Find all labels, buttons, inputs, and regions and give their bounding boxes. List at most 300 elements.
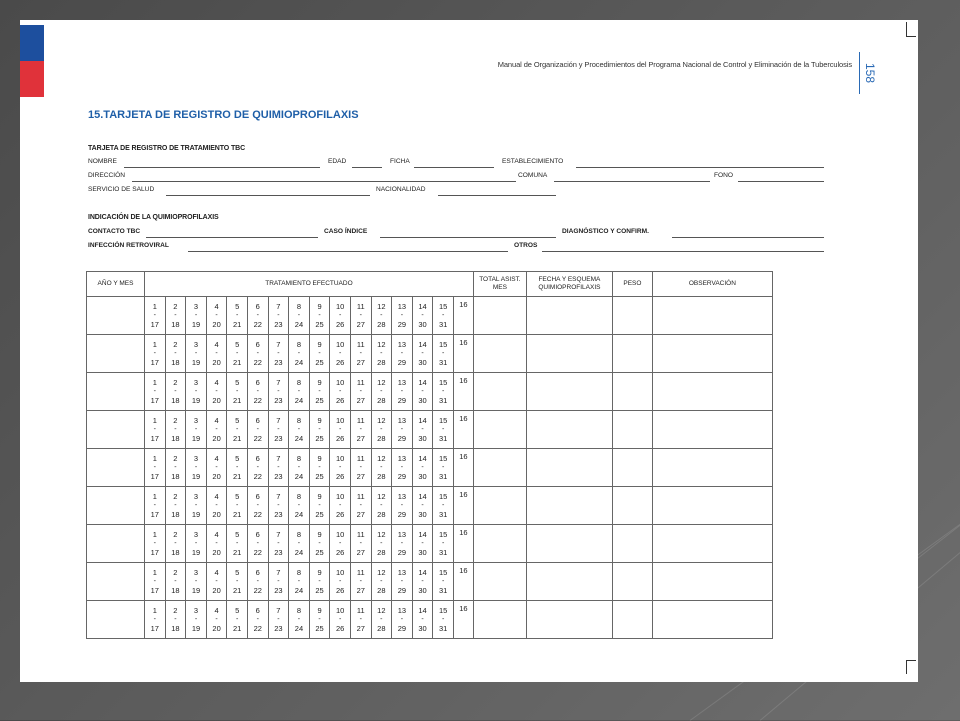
- day-16-cell[interactable]: [453, 373, 473, 411]
- day-16-cell[interactable]: [453, 563, 473, 601]
- day-cell[interactable]: [145, 563, 166, 601]
- day-number: 3: [193, 605, 199, 615]
- day-separator: -: [421, 577, 424, 585]
- fecha-esquema-cell[interactable]: [526, 525, 612, 563]
- table-row: [87, 449, 773, 487]
- day-cell[interactable]: [309, 601, 330, 639]
- day-number: 22: [253, 319, 262, 329]
- day-cell[interactable]: [186, 297, 207, 335]
- day-cell[interactable]: [206, 487, 227, 525]
- fecha-esquema-cell[interactable]: [526, 335, 612, 373]
- day-cell[interactable]: [268, 373, 289, 411]
- day-number: 19: [191, 357, 201, 367]
- day-cell[interactable]: [330, 487, 351, 525]
- fono-field[interactable]: [738, 181, 824, 182]
- day-number: 16: [459, 338, 468, 347]
- day-cell[interactable]: [350, 411, 371, 449]
- day-separator: -: [400, 311, 404, 319]
- day-cell[interactable]: [350, 525, 371, 563]
- day-cell[interactable]: [412, 601, 433, 639]
- day-number: 24: [294, 357, 304, 367]
- peso-cell[interactable]: [612, 487, 652, 525]
- day-number: 21: [233, 623, 242, 633]
- day-cell[interactable]: [433, 601, 454, 639]
- day-cell[interactable]: [206, 373, 227, 411]
- day-number: 15: [438, 453, 448, 463]
- day-cell[interactable]: [247, 487, 268, 525]
- total-cell[interactable]: [473, 563, 526, 601]
- day-cell[interactable]: [412, 563, 433, 601]
- fecha-esquema-cell[interactable]: [526, 297, 612, 335]
- day-cell[interactable]: [206, 297, 227, 335]
- day-cell[interactable]: [289, 297, 310, 335]
- day-cell[interactable]: [247, 563, 268, 601]
- day-number: 10: [335, 453, 345, 463]
- day-separator: -: [153, 387, 156, 395]
- day-separator: -: [421, 463, 424, 471]
- day-cell[interactable]: [371, 449, 392, 487]
- direccion-field[interactable]: [132, 181, 516, 182]
- day-number: 3: [193, 529, 199, 539]
- day-cell[interactable]: [309, 525, 330, 563]
- observacion-cell[interactable]: [652, 525, 772, 563]
- day-number: 25: [315, 585, 324, 595]
- day-cell[interactable]: [206, 563, 227, 601]
- day-cell[interactable]: [350, 335, 371, 373]
- day-number: 22: [253, 585, 262, 595]
- ficha-label: FICHA: [390, 158, 410, 165]
- day-cell[interactable]: [145, 373, 166, 411]
- infeccion-field[interactable]: [188, 251, 508, 252]
- day-number: 18: [171, 357, 180, 367]
- day-cell[interactable]: [145, 335, 166, 373]
- registro-title: TARJETA DE REGISTRO DE TRATAMIENTO TBC: [88, 145, 246, 152]
- fecha-esquema-cell[interactable]: [526, 411, 612, 449]
- day-cell[interactable]: [371, 563, 392, 601]
- day-separator: -: [277, 501, 280, 509]
- day-16-cell[interactable]: [453, 487, 473, 525]
- day-cell[interactable]: [206, 601, 227, 639]
- day-cell[interactable]: [412, 525, 433, 563]
- day-cell[interactable]: [350, 601, 371, 639]
- anio-mes-cell[interactable]: [87, 373, 145, 411]
- table-row: [87, 487, 773, 525]
- day-cell[interactable]: [309, 335, 330, 373]
- day-cell[interactable]: [289, 335, 310, 373]
- day-cell[interactable]: [206, 335, 227, 373]
- observacion-cell[interactable]: [652, 563, 772, 601]
- contacto-field[interactable]: [146, 237, 318, 238]
- day-cell[interactable]: [330, 601, 351, 639]
- day-cell[interactable]: [145, 525, 166, 563]
- day-number: 2: [173, 377, 178, 387]
- crop-mark: [906, 36, 916, 37]
- day-cell[interactable]: [392, 373, 413, 411]
- day-cell[interactable]: [289, 449, 310, 487]
- fecha-esquema-cell[interactable]: [526, 449, 612, 487]
- day-cell[interactable]: [186, 601, 207, 639]
- peso-cell[interactable]: [612, 563, 652, 601]
- day-cell[interactable]: [165, 373, 186, 411]
- day-number: 4: [214, 529, 219, 539]
- day-cell[interactable]: [392, 449, 413, 487]
- day-cell[interactable]: [412, 297, 433, 335]
- day-number: 21: [233, 547, 242, 557]
- day-number: 14: [418, 567, 427, 577]
- day-cell[interactable]: [165, 487, 186, 525]
- day-number: 18: [171, 395, 180, 405]
- day-cell[interactable]: [186, 411, 207, 449]
- day-cell[interactable]: [392, 601, 413, 639]
- ficha-field[interactable]: [414, 167, 494, 168]
- observacion-cell[interactable]: [652, 601, 772, 639]
- day-cell[interactable]: [433, 411, 454, 449]
- day-number: 2: [173, 605, 178, 615]
- anio-mes-cell[interactable]: [87, 601, 145, 639]
- day-number: 21: [233, 319, 242, 329]
- day-number: 31: [438, 623, 448, 633]
- day-separator: -: [256, 387, 259, 395]
- day-cell[interactable]: [330, 525, 351, 563]
- day-number: 16: [459, 414, 468, 423]
- observacion-cell[interactable]: [652, 487, 772, 525]
- day-number: 30: [418, 433, 427, 443]
- day-cell[interactable]: [186, 487, 207, 525]
- day-separator: -: [400, 387, 404, 395]
- day-cell[interactable]: [186, 525, 207, 563]
- day-separator: -: [359, 387, 362, 395]
- day-separator: -: [318, 577, 321, 585]
- day-cell[interactable]: [227, 449, 248, 487]
- day-cell[interactable]: [309, 449, 330, 487]
- day-cell[interactable]: [433, 563, 454, 601]
- day-number: 15: [438, 415, 448, 425]
- anio-mes-cell[interactable]: [87, 487, 145, 525]
- day-cell[interactable]: [186, 335, 207, 373]
- day-cell[interactable]: [227, 487, 248, 525]
- day-cell[interactable]: [289, 601, 310, 639]
- day-cell[interactable]: [268, 297, 289, 335]
- day-number: 26: [335, 471, 345, 481]
- day-number: 12: [377, 529, 386, 539]
- day-cell[interactable]: [350, 563, 371, 601]
- day-separator: -: [277, 311, 280, 319]
- anio-mes-cell[interactable]: [87, 449, 145, 487]
- day-cell[interactable]: [289, 525, 310, 563]
- day-number: 3: [193, 567, 199, 577]
- day-16-cell[interactable]: [453, 601, 473, 639]
- day-number: 11: [356, 605, 365, 615]
- day-cell[interactable]: [165, 601, 186, 639]
- day-number: 27: [356, 509, 365, 519]
- day-cell[interactable]: [227, 525, 248, 563]
- day-cell[interactable]: [145, 601, 166, 639]
- day-number: 29: [397, 585, 407, 595]
- peso-cell[interactable]: [612, 525, 652, 563]
- day-separator: -: [318, 425, 321, 433]
- day-separator: -: [256, 615, 259, 623]
- day-separator: -: [441, 311, 445, 319]
- day-cell[interactable]: [165, 411, 186, 449]
- anio-mes-cell[interactable]: [87, 411, 145, 449]
- observacion-cell[interactable]: [652, 335, 772, 373]
- day-cell[interactable]: [165, 449, 186, 487]
- day-cell[interactable]: [433, 487, 454, 525]
- day-cell[interactable]: [371, 601, 392, 639]
- day-number: 28: [377, 319, 386, 329]
- day-separator: -: [153, 501, 156, 509]
- day-number: 12: [377, 567, 386, 577]
- day-cell[interactable]: [165, 563, 186, 601]
- day-cell[interactable]: [330, 335, 351, 373]
- day-number: 11: [356, 529, 365, 539]
- day-cell[interactable]: [289, 411, 310, 449]
- day-cell[interactable]: [350, 449, 371, 487]
- total-cell[interactable]: [473, 373, 526, 411]
- day-cell[interactable]: [145, 449, 166, 487]
- day-number: 10: [335, 301, 345, 311]
- day-cell[interactable]: [186, 563, 207, 601]
- comuna-field[interactable]: [554, 181, 710, 182]
- day-cell[interactable]: [392, 297, 413, 335]
- day-number: 23: [274, 357, 283, 367]
- day-cell[interactable]: [330, 411, 351, 449]
- day-separator: -: [338, 387, 342, 395]
- day-16-cell[interactable]: [453, 411, 473, 449]
- day-cell[interactable]: [145, 487, 166, 525]
- day-cell[interactable]: [350, 487, 371, 525]
- fecha-esquema-cell[interactable]: [526, 563, 612, 601]
- day-number: 6: [255, 377, 260, 387]
- day-cell[interactable]: [268, 449, 289, 487]
- otros-field[interactable]: [542, 251, 824, 252]
- day-cell[interactable]: [412, 411, 433, 449]
- nombre-field[interactable]: [124, 167, 320, 168]
- day-separator: -: [421, 539, 424, 547]
- day-cell[interactable]: [412, 335, 433, 373]
- anio-mes-cell[interactable]: [87, 525, 145, 563]
- day-cell[interactable]: [289, 373, 310, 411]
- day-number: 21: [233, 433, 242, 443]
- day-cell[interactable]: [268, 563, 289, 601]
- day-cell[interactable]: [371, 373, 392, 411]
- day-cell[interactable]: [247, 449, 268, 487]
- anio-mes-cell[interactable]: [87, 563, 145, 601]
- day-16-cell[interactable]: [453, 525, 473, 563]
- day-cell[interactable]: [247, 525, 268, 563]
- day-cell[interactable]: [433, 525, 454, 563]
- day-number: 20: [212, 471, 221, 481]
- day-number: 30: [418, 395, 427, 405]
- peso-cell[interactable]: [612, 335, 652, 373]
- total-cell[interactable]: [473, 487, 526, 525]
- day-cell[interactable]: [330, 449, 351, 487]
- day-number: 4: [214, 453, 219, 463]
- day-cell[interactable]: [309, 411, 330, 449]
- day-cell[interactable]: [433, 335, 454, 373]
- peso-cell[interactable]: [612, 373, 652, 411]
- day-number: 18: [171, 547, 180, 557]
- day-cell[interactable]: [330, 297, 351, 335]
- day-cell[interactable]: [350, 297, 371, 335]
- day-cell[interactable]: [433, 449, 454, 487]
- caso-indice-field[interactable]: [380, 237, 556, 238]
- day-cell[interactable]: [309, 487, 330, 525]
- day-cell[interactable]: [412, 449, 433, 487]
- day-separator: -: [236, 615, 239, 623]
- day-cell[interactable]: [433, 297, 454, 335]
- day-cell[interactable]: [392, 563, 413, 601]
- day-cell[interactable]: [165, 525, 186, 563]
- day-cell[interactable]: [371, 335, 392, 373]
- day-cell[interactable]: [309, 297, 330, 335]
- day-number: 28: [377, 509, 386, 519]
- day-number: 23: [274, 319, 283, 329]
- day-number: 9: [317, 453, 322, 463]
- day-cell[interactable]: [371, 411, 392, 449]
- day-cell[interactable]: [165, 335, 186, 373]
- day-cell[interactable]: [247, 297, 268, 335]
- servicio-field[interactable]: [166, 195, 370, 196]
- day-cell[interactable]: [330, 373, 351, 411]
- day-separator: -: [236, 539, 239, 547]
- day-number: 8: [296, 415, 302, 425]
- day-number: 17: [150, 547, 159, 557]
- day-cell[interactable]: [268, 411, 289, 449]
- day-number: 27: [356, 319, 365, 329]
- day-cell[interactable]: [227, 373, 248, 411]
- day-cell[interactable]: [227, 335, 248, 373]
- total-cell[interactable]: [473, 601, 526, 639]
- day-number: 10: [335, 529, 345, 539]
- observacion-cell[interactable]: [652, 411, 772, 449]
- day-separator: -: [318, 539, 321, 547]
- day-cell[interactable]: [371, 297, 392, 335]
- day-cell[interactable]: [247, 335, 268, 373]
- day-cell[interactable]: [392, 525, 413, 563]
- day-cell[interactable]: [350, 373, 371, 411]
- day-separator: -: [441, 577, 445, 585]
- day-cell[interactable]: [206, 525, 227, 563]
- day-cell[interactable]: [206, 411, 227, 449]
- day-number: 6: [255, 529, 260, 539]
- day-separator: -: [297, 311, 301, 319]
- day-number: 12: [377, 491, 386, 501]
- observacion-cell[interactable]: [652, 373, 772, 411]
- anio-mes-cell[interactable]: [87, 297, 145, 335]
- day-cell[interactable]: [268, 335, 289, 373]
- day-number: 22: [253, 357, 262, 367]
- table-row: [87, 525, 773, 563]
- day-number: 10: [335, 339, 345, 349]
- day-number: 14: [418, 605, 427, 615]
- day-cell[interactable]: [268, 487, 289, 525]
- day-cell[interactable]: [309, 373, 330, 411]
- day-separator: -: [236, 387, 239, 395]
- day-number: 14: [418, 453, 427, 463]
- total-cell[interactable]: [473, 335, 526, 373]
- day-cell[interactable]: [433, 373, 454, 411]
- fecha-esquema-cell[interactable]: [526, 373, 612, 411]
- day-cell[interactable]: [227, 411, 248, 449]
- fono-label: FONO: [714, 172, 734, 179]
- day-16-cell[interactable]: [453, 297, 473, 335]
- total-cell[interactable]: [473, 297, 526, 335]
- day-cell[interactable]: [309, 563, 330, 601]
- day-separator: -: [297, 577, 301, 585]
- day-cell[interactable]: [268, 601, 289, 639]
- day-separator: -: [380, 311, 383, 319]
- total-cell[interactable]: [473, 525, 526, 563]
- total-cell[interactable]: [473, 449, 526, 487]
- day-cell[interactable]: [186, 373, 207, 411]
- peso-cell[interactable]: [612, 601, 652, 639]
- day-cell[interactable]: [186, 449, 207, 487]
- day-16-cell[interactable]: [453, 449, 473, 487]
- fecha-esquema-cell[interactable]: [526, 487, 612, 525]
- day-separator: -: [236, 425, 239, 433]
- day-cell[interactable]: [165, 297, 186, 335]
- day-cell[interactable]: [145, 411, 166, 449]
- day-cell[interactable]: [371, 525, 392, 563]
- day-number: 16: [459, 376, 468, 385]
- day-cell[interactable]: [289, 487, 310, 525]
- day-number: 26: [335, 623, 345, 633]
- day-separator: -: [380, 387, 383, 395]
- day-cell[interactable]: [268, 525, 289, 563]
- day-cell[interactable]: [371, 487, 392, 525]
- fecha-esquema-cell[interactable]: [526, 601, 612, 639]
- day-cell[interactable]: [289, 563, 310, 601]
- day-number: 8: [296, 529, 302, 539]
- peso-cell[interactable]: [612, 297, 652, 335]
- total-cell[interactable]: [473, 411, 526, 449]
- day-separator: -: [338, 501, 342, 509]
- day-cell[interactable]: [392, 335, 413, 373]
- day-cell[interactable]: [227, 563, 248, 601]
- day-cell[interactable]: [392, 411, 413, 449]
- day-cell[interactable]: [330, 563, 351, 601]
- day-cell[interactable]: [145, 297, 166, 335]
- observacion-cell[interactable]: [652, 449, 772, 487]
- day-cell[interactable]: [247, 373, 268, 411]
- day-cell[interactable]: [227, 297, 248, 335]
- peso-cell[interactable]: [612, 411, 652, 449]
- day-separator: -: [297, 425, 301, 433]
- day-number: 26: [335, 509, 345, 519]
- direccion-label: DIRECCIÓN: [88, 172, 125, 179]
- day-16-cell[interactable]: [453, 335, 473, 373]
- day-number: 5: [235, 567, 240, 577]
- anio-mes-cell[interactable]: [87, 335, 145, 373]
- nacionalidad-field[interactable]: [438, 195, 556, 196]
- establecimiento-field[interactable]: [576, 167, 824, 168]
- day-cell[interactable]: [392, 487, 413, 525]
- edad-field[interactable]: [352, 167, 382, 168]
- day-cell[interactable]: [206, 449, 227, 487]
- day-cell[interactable]: [227, 601, 248, 639]
- day-separator: -: [194, 463, 198, 471]
- observacion-cell[interactable]: [652, 297, 772, 335]
- diagnostico-field[interactable]: [672, 237, 824, 238]
- day-number: 28: [377, 433, 386, 443]
- day-separator: -: [174, 539, 177, 547]
- day-cell[interactable]: [412, 373, 433, 411]
- day-cell[interactable]: [412, 487, 433, 525]
- peso-cell[interactable]: [612, 449, 652, 487]
- day-cell[interactable]: [247, 411, 268, 449]
- day-cell[interactable]: [247, 601, 268, 639]
